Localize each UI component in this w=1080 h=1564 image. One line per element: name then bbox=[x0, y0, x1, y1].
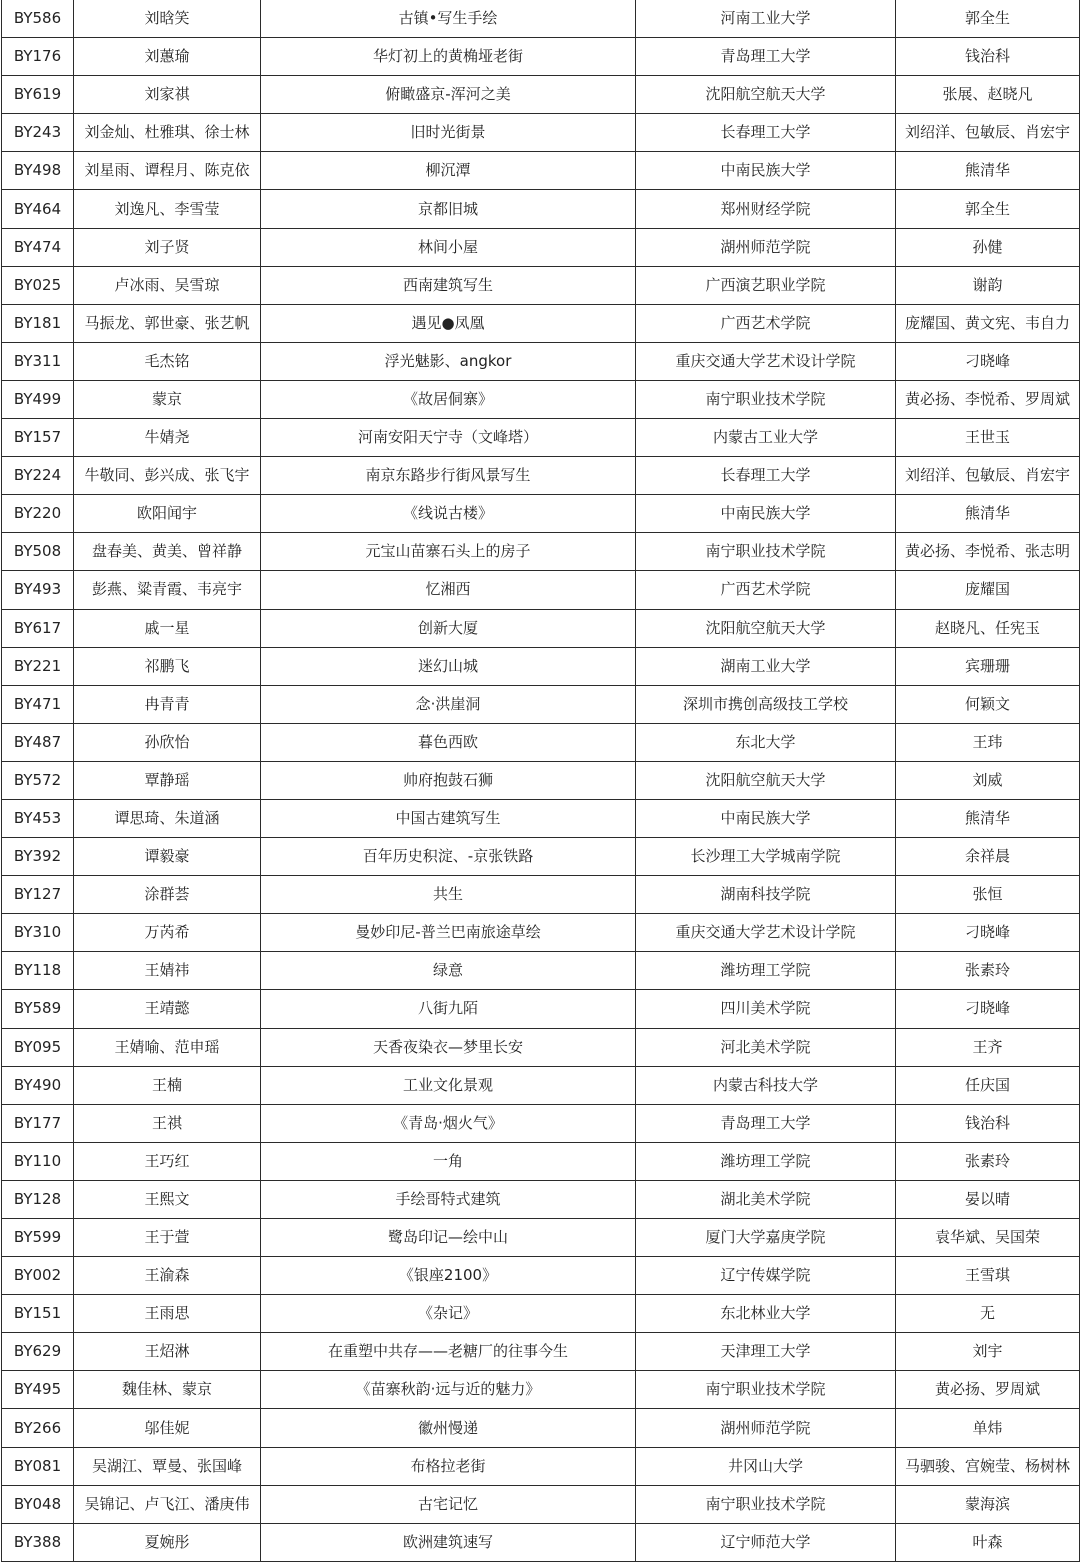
advisor-cell: 钱治科 bbox=[896, 1104, 1080, 1142]
table-row bbox=[2, 990, 1080, 1028]
author-cell: 马振龙、郭世豪、张艺帆 bbox=[74, 304, 261, 342]
table-row bbox=[2, 38, 1080, 76]
institution-cell: 南宁职业技术学院 bbox=[636, 380, 896, 418]
institution-cell: 四川美术学院 bbox=[636, 990, 896, 1028]
work-title-cell: 俯瞰盛京-浑河之美 bbox=[261, 76, 636, 114]
work-title-cell: 八街九陌 bbox=[261, 990, 636, 1028]
institution-cell: 辽宁师范大学 bbox=[636, 1523, 896, 1561]
table-row bbox=[2, 1104, 1080, 1142]
entry-id-cell: BY572 bbox=[2, 761, 74, 799]
author-cell: 牛婧尧 bbox=[74, 419, 261, 457]
institution-cell: 天津理工大学 bbox=[636, 1333, 896, 1371]
institution-cell: 沈阳航空航天大学 bbox=[636, 609, 896, 647]
table-row bbox=[2, 838, 1080, 876]
author-cell: 谭毅豪 bbox=[74, 838, 261, 876]
work-title-cell: 《银座2100》 bbox=[261, 1257, 636, 1295]
advisor-cell: 赵晓凡、任宪玉 bbox=[896, 609, 1080, 647]
work-title-cell: 西南建筑写生 bbox=[261, 266, 636, 304]
institution-cell: 河北美术学院 bbox=[636, 1028, 896, 1066]
table-row bbox=[2, 76, 1080, 114]
advisor-cell: 刘宇 bbox=[896, 1333, 1080, 1371]
work-title-cell: 浮光魅影、angkor bbox=[261, 342, 636, 380]
work-title-cell: 旧时光街景 bbox=[261, 114, 636, 152]
author-cell: 夏婉彤 bbox=[74, 1523, 261, 1561]
institution-cell: 南宁职业技术学院 bbox=[636, 533, 896, 571]
advisor-cell: 蒙海滨 bbox=[896, 1485, 1080, 1523]
entry-id-cell: BY224 bbox=[2, 457, 74, 495]
table-row bbox=[2, 1180, 1080, 1218]
institution-cell: 重庆交通大学艺术设计学院 bbox=[636, 342, 896, 380]
work-title-cell: 迷幻山城 bbox=[261, 647, 636, 685]
author-cell: 涂群荟 bbox=[74, 876, 261, 914]
table-row bbox=[2, 1028, 1080, 1066]
table-row bbox=[2, 799, 1080, 837]
advisor-cell: 晏以晴 bbox=[896, 1180, 1080, 1218]
work-title-cell: 《青岛·烟火气》 bbox=[261, 1104, 636, 1142]
table-row bbox=[2, 952, 1080, 990]
author-cell: 王婧喻、范申瑶 bbox=[74, 1028, 261, 1066]
entry-id-cell: BY629 bbox=[2, 1333, 74, 1371]
advisor-cell: 黄必扬、李悦希、罗周斌 bbox=[896, 380, 1080, 418]
table-row bbox=[2, 1333, 1080, 1371]
table-row bbox=[2, 304, 1080, 342]
author-cell: 刘蕙瑜 bbox=[74, 38, 261, 76]
table-row bbox=[2, 1142, 1080, 1180]
entry-id-cell: BY586 bbox=[2, 0, 74, 38]
author-cell: 谭思琦、朱道涵 bbox=[74, 799, 261, 837]
institution-cell: 潍坊理工学院 bbox=[636, 1142, 896, 1180]
work-title-cell: 中国古建筑写生 bbox=[261, 799, 636, 837]
institution-cell: 湖州师范学院 bbox=[636, 1409, 896, 1447]
advisor-cell: 张素玲 bbox=[896, 952, 1080, 990]
entry-id-cell: BY471 bbox=[2, 685, 74, 723]
table-row bbox=[2, 266, 1080, 304]
institution-cell: 沈阳航空航天大学 bbox=[636, 76, 896, 114]
institution-cell: 深圳市携创高级技工学校 bbox=[636, 685, 896, 723]
entry-id-cell: BY617 bbox=[2, 609, 74, 647]
work-title-cell: 绿意 bbox=[261, 952, 636, 990]
table-row bbox=[2, 914, 1080, 952]
institution-cell: 中南民族大学 bbox=[636, 495, 896, 533]
author-cell: 盘春美、黄美、曾祥静 bbox=[74, 533, 261, 571]
institution-cell: 辽宁传媒学院 bbox=[636, 1257, 896, 1295]
work-title-cell: 元宝山苗寨石头上的房子 bbox=[261, 533, 636, 571]
entry-id-cell: BY048 bbox=[2, 1485, 74, 1523]
institution-cell: 青岛理工大学 bbox=[636, 1104, 896, 1142]
institution-cell: 东北大学 bbox=[636, 723, 896, 761]
author-cell: 牛敬同、彭兴成、张飞宇 bbox=[74, 457, 261, 495]
advisor-cell: 王玮 bbox=[896, 723, 1080, 761]
advisor-cell: 刘威 bbox=[896, 761, 1080, 799]
entry-id-cell: BY392 bbox=[2, 838, 74, 876]
author-cell: 刘子贤 bbox=[74, 228, 261, 266]
institution-cell: 河南工业大学 bbox=[636, 0, 896, 38]
table-row bbox=[2, 190, 1080, 228]
institution-cell: 广西演艺职业学院 bbox=[636, 266, 896, 304]
table-row bbox=[2, 723, 1080, 761]
advisor-cell: 任庆国 bbox=[896, 1066, 1080, 1104]
table-row bbox=[2, 761, 1080, 799]
advisor-cell: 王世玉 bbox=[896, 419, 1080, 457]
entry-id-cell: BY464 bbox=[2, 190, 74, 228]
table-row bbox=[2, 1371, 1080, 1409]
advisor-cell: 单炜 bbox=[896, 1409, 1080, 1447]
work-title-cell: 古镇•写生手绘 bbox=[261, 0, 636, 38]
entry-id-cell: BY151 bbox=[2, 1295, 74, 1333]
institution-cell: 厦门大学嘉庚学院 bbox=[636, 1219, 896, 1257]
entry-id-cell: BY118 bbox=[2, 952, 74, 990]
author-cell: 王祺 bbox=[74, 1104, 261, 1142]
table-row bbox=[2, 0, 1080, 38]
results-table-body bbox=[2, 0, 1080, 1561]
advisor-cell: 宾珊珊 bbox=[896, 647, 1080, 685]
entry-id-cell: BY589 bbox=[2, 990, 74, 1028]
entry-id-cell: BY311 bbox=[2, 342, 74, 380]
institution-cell: 南宁职业技术学院 bbox=[636, 1485, 896, 1523]
author-cell: 王熙文 bbox=[74, 1180, 261, 1218]
institution-cell: 广西艺术学院 bbox=[636, 304, 896, 342]
institution-cell: 南宁职业技术学院 bbox=[636, 1371, 896, 1409]
table-row bbox=[2, 457, 1080, 495]
work-title-cell: 欧洲建筑速写 bbox=[261, 1523, 636, 1561]
entry-id-cell: BY025 bbox=[2, 266, 74, 304]
institution-cell: 郑州财经学院 bbox=[636, 190, 896, 228]
advisor-cell: 王雪琪 bbox=[896, 1257, 1080, 1295]
author-cell: 王雨思 bbox=[74, 1295, 261, 1333]
work-title-cell: 徽州慢递 bbox=[261, 1409, 636, 1447]
work-title-cell: 古宅记忆 bbox=[261, 1485, 636, 1523]
work-title-cell: 河南安阳天宁寺（文峰塔） bbox=[261, 419, 636, 457]
author-cell: 毛杰铭 bbox=[74, 342, 261, 380]
advisor-cell: 无 bbox=[896, 1295, 1080, 1333]
table-row bbox=[2, 1523, 1080, 1561]
entry-id-cell: BY493 bbox=[2, 571, 74, 609]
work-title-cell: 《苗寨秋韵·远与近的魅力》 bbox=[261, 1371, 636, 1409]
institution-cell: 井冈山大学 bbox=[636, 1447, 896, 1485]
author-cell: 祁鹏飞 bbox=[74, 647, 261, 685]
entry-id-cell: BY127 bbox=[2, 876, 74, 914]
entry-id-cell: BY388 bbox=[2, 1523, 74, 1561]
advisor-cell: 张素玲 bbox=[896, 1142, 1080, 1180]
table-row bbox=[2, 380, 1080, 418]
advisor-cell: 谢韵 bbox=[896, 266, 1080, 304]
institution-cell: 潍坊理工学院 bbox=[636, 952, 896, 990]
work-title-cell: 布格拉老街 bbox=[261, 1447, 636, 1485]
table-row bbox=[2, 1447, 1080, 1485]
entry-id-cell: BY453 bbox=[2, 799, 74, 837]
work-title-cell: 华灯初上的黄桷垭老街 bbox=[261, 38, 636, 76]
institution-cell: 长春理工大学 bbox=[636, 457, 896, 495]
advisor-cell: 刁晓峰 bbox=[896, 990, 1080, 1028]
author-cell: 吴锦记、卢飞江、潘庚伟 bbox=[74, 1485, 261, 1523]
institution-cell: 广西艺术学院 bbox=[636, 571, 896, 609]
table-row bbox=[2, 647, 1080, 685]
author-cell: 王婧祎 bbox=[74, 952, 261, 990]
advisor-cell: 袁华斌、吴国荣 bbox=[896, 1219, 1080, 1257]
advisor-cell: 熊清华 bbox=[896, 799, 1080, 837]
entry-id-cell: BY487 bbox=[2, 723, 74, 761]
author-cell: 王炤淋 bbox=[74, 1333, 261, 1371]
entry-id-cell: BY495 bbox=[2, 1371, 74, 1409]
entry-id-cell: BY474 bbox=[2, 228, 74, 266]
entry-id-cell: BY220 bbox=[2, 495, 74, 533]
table-row bbox=[2, 152, 1080, 190]
institution-cell: 中南民族大学 bbox=[636, 799, 896, 837]
work-title-cell: 林间小屋 bbox=[261, 228, 636, 266]
advisor-cell: 钱治科 bbox=[896, 38, 1080, 76]
advisor-cell: 郭全生 bbox=[896, 0, 1080, 38]
entry-id-cell: BY498 bbox=[2, 152, 74, 190]
advisor-cell: 刁晓峰 bbox=[896, 342, 1080, 380]
advisor-cell: 郭全生 bbox=[896, 190, 1080, 228]
table-row bbox=[2, 342, 1080, 380]
advisor-cell: 余祥晨 bbox=[896, 838, 1080, 876]
institution-cell: 湖南科技学院 bbox=[636, 876, 896, 914]
work-title-cell: 忆湘西 bbox=[261, 571, 636, 609]
entry-id-cell: BY243 bbox=[2, 114, 74, 152]
advisor-cell: 何颖文 bbox=[896, 685, 1080, 723]
table-row bbox=[2, 609, 1080, 647]
work-title-cell: 共生 bbox=[261, 876, 636, 914]
author-cell: 刘星雨、谭程月、陈克依 bbox=[74, 152, 261, 190]
work-title-cell: 南京东路步行街风景写生 bbox=[261, 457, 636, 495]
institution-cell: 长沙理工大学城南学院 bbox=[636, 838, 896, 876]
table-row bbox=[2, 571, 1080, 609]
author-cell: 吴湖江、覃曼、张国峰 bbox=[74, 1447, 261, 1485]
advisor-cell: 庞耀国 bbox=[896, 571, 1080, 609]
entry-id-cell: BY508 bbox=[2, 533, 74, 571]
work-title-cell: 柳沉潭 bbox=[261, 152, 636, 190]
advisor-cell: 刁晓峰 bbox=[896, 914, 1080, 952]
author-cell: 王楠 bbox=[74, 1066, 261, 1104]
work-title-cell: 曼妙印尼-普兰巴南旅途草绘 bbox=[261, 914, 636, 952]
author-cell: 孙欣怡 bbox=[74, 723, 261, 761]
table-row bbox=[2, 1485, 1080, 1523]
author-cell: 王靖懿 bbox=[74, 990, 261, 1028]
advisor-cell: 马驷骏、宫婉莹、杨树林 bbox=[896, 1447, 1080, 1485]
entry-id-cell: BY619 bbox=[2, 76, 74, 114]
institution-cell: 湖州师范学院 bbox=[636, 228, 896, 266]
institution-cell: 内蒙古科技大学 bbox=[636, 1066, 896, 1104]
table-row bbox=[2, 685, 1080, 723]
table-row bbox=[2, 533, 1080, 571]
entry-id-cell: BY128 bbox=[2, 1180, 74, 1218]
work-title-cell: 鹭岛印记—绘中山 bbox=[261, 1219, 636, 1257]
advisor-cell: 王齐 bbox=[896, 1028, 1080, 1066]
author-cell: 王渝森 bbox=[74, 1257, 261, 1295]
advisor-cell: 黄必扬、罗周斌 bbox=[896, 1371, 1080, 1409]
institution-cell: 湖北美术学院 bbox=[636, 1180, 896, 1218]
institution-cell: 内蒙古工业大学 bbox=[636, 419, 896, 457]
table-row bbox=[2, 1295, 1080, 1333]
results-table bbox=[1, 0, 1080, 1562]
table-row bbox=[2, 1257, 1080, 1295]
entry-id-cell: BY499 bbox=[2, 380, 74, 418]
entry-id-cell: BY490 bbox=[2, 1066, 74, 1104]
entry-id-cell: BY177 bbox=[2, 1104, 74, 1142]
entry-id-cell: BY110 bbox=[2, 1142, 74, 1180]
institution-cell: 重庆交通大学艺术设计学院 bbox=[636, 914, 896, 952]
work-title-cell: 帅府抱鼓石狮 bbox=[261, 761, 636, 799]
work-title-cell: 京都旧城 bbox=[261, 190, 636, 228]
author-cell: 戚一星 bbox=[74, 609, 261, 647]
table-row bbox=[2, 1066, 1080, 1104]
work-title-cell: 《杂记》 bbox=[261, 1295, 636, 1333]
author-cell: 刘逸凡、李雪莹 bbox=[74, 190, 261, 228]
author-cell: 冉青青 bbox=[74, 685, 261, 723]
author-cell: 刘晗笑 bbox=[74, 0, 261, 38]
entry-id-cell: BY181 bbox=[2, 304, 74, 342]
institution-cell: 湖南工业大学 bbox=[636, 647, 896, 685]
author-cell: 王巧红 bbox=[74, 1142, 261, 1180]
institution-cell: 中南民族大学 bbox=[636, 152, 896, 190]
advisor-cell: 叶森 bbox=[896, 1523, 1080, 1561]
table-row bbox=[2, 1219, 1080, 1257]
advisor-cell: 张展、赵晓凡 bbox=[896, 76, 1080, 114]
advisor-cell: 刘绍洋、包敏辰、肖宏宇 bbox=[896, 114, 1080, 152]
advisor-cell: 熊清华 bbox=[896, 495, 1080, 533]
advisor-cell: 熊清华 bbox=[896, 152, 1080, 190]
advisor-cell: 刘绍洋、包敏辰、肖宏宇 bbox=[896, 457, 1080, 495]
institution-cell: 青岛理工大学 bbox=[636, 38, 896, 76]
entry-id-cell: BY599 bbox=[2, 1219, 74, 1257]
table-row bbox=[2, 228, 1080, 266]
work-title-cell: 遇见●凤凰 bbox=[261, 304, 636, 342]
work-title-cell: 创新大厦 bbox=[261, 609, 636, 647]
institution-cell: 长春理工大学 bbox=[636, 114, 896, 152]
work-title-cell: 一角 bbox=[261, 1142, 636, 1180]
entry-id-cell: BY002 bbox=[2, 1257, 74, 1295]
author-cell: 刘金灿、杜雅琪、徐士林 bbox=[74, 114, 261, 152]
institution-cell: 东北林业大学 bbox=[636, 1295, 896, 1333]
author-cell: 魏佳林、蒙京 bbox=[74, 1371, 261, 1409]
work-title-cell: 百年历史积淀、-京张铁路 bbox=[261, 838, 636, 876]
work-title-cell: 手绘哥特式建筑 bbox=[261, 1180, 636, 1218]
entry-id-cell: BY095 bbox=[2, 1028, 74, 1066]
author-cell: 万芮希 bbox=[74, 914, 261, 952]
table-row bbox=[2, 495, 1080, 533]
entry-id-cell: BY157 bbox=[2, 419, 74, 457]
author-cell: 彭燕、粱青霞、韦亮宇 bbox=[74, 571, 261, 609]
table-row bbox=[2, 114, 1080, 152]
author-cell: 刘家祺 bbox=[74, 76, 261, 114]
entry-id-cell: BY310 bbox=[2, 914, 74, 952]
entry-id-cell: BY266 bbox=[2, 1409, 74, 1447]
table-row bbox=[2, 1409, 1080, 1447]
author-cell: 卢冰雨、吴雪琼 bbox=[74, 266, 261, 304]
advisor-cell: 庞耀国、黄文宪、韦自力 bbox=[896, 304, 1080, 342]
author-cell: 覃静瑶 bbox=[74, 761, 261, 799]
author-cell: 王于萱 bbox=[74, 1219, 261, 1257]
work-title-cell: 工业文化景观 bbox=[261, 1066, 636, 1104]
advisor-cell: 孙健 bbox=[896, 228, 1080, 266]
advisor-cell: 黄必扬、李悦希、张志明 bbox=[896, 533, 1080, 571]
table-row bbox=[2, 419, 1080, 457]
entry-id-cell: BY176 bbox=[2, 38, 74, 76]
author-cell: 邬佳妮 bbox=[74, 1409, 261, 1447]
entry-id-cell: BY081 bbox=[2, 1447, 74, 1485]
work-title-cell: 暮色西欧 bbox=[261, 723, 636, 761]
work-title-cell: 天香夜染衣—梦里长安 bbox=[261, 1028, 636, 1066]
work-title-cell: 念·洪崖洞 bbox=[261, 685, 636, 723]
institution-cell: 沈阳航空航天大学 bbox=[636, 761, 896, 799]
entry-id-cell: BY221 bbox=[2, 647, 74, 685]
advisor-cell: 张恒 bbox=[896, 876, 1080, 914]
work-title-cell: 《线说古楼》 bbox=[261, 495, 636, 533]
work-title-cell: 《故居侗寨》 bbox=[261, 380, 636, 418]
work-title-cell: 在重塑中共存——老糖厂的往事今生 bbox=[261, 1333, 636, 1371]
author-cell: 欧阳闻宇 bbox=[74, 495, 261, 533]
author-cell: 蒙京 bbox=[74, 380, 261, 418]
table-row bbox=[2, 876, 1080, 914]
